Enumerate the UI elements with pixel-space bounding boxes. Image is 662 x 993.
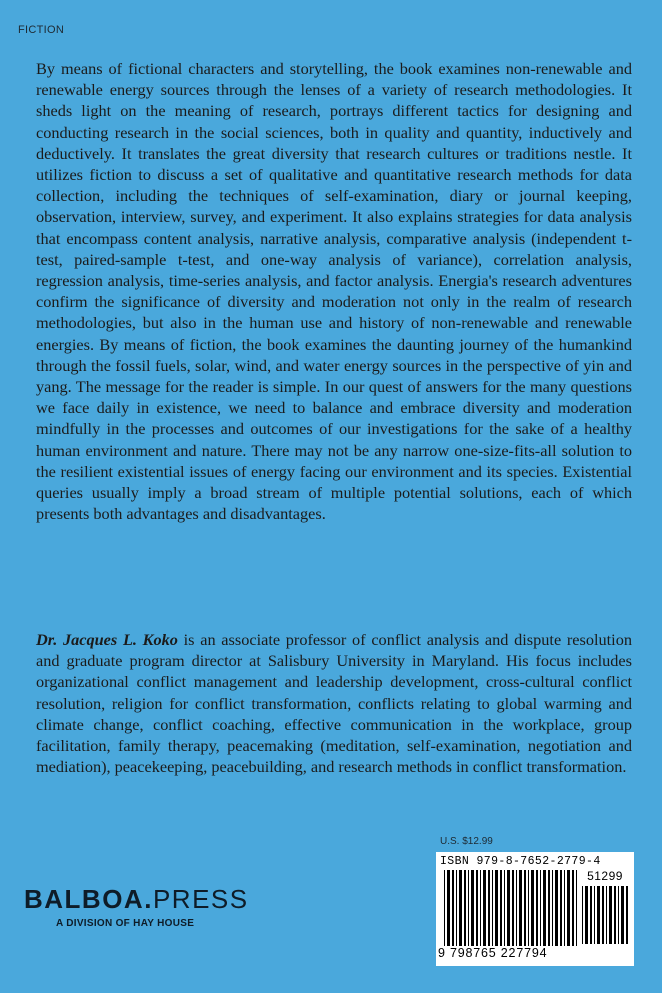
publisher-division: A DIVISION OF HAY HOUSE [56,918,195,929]
book-blurb: By means of fictional characters and storytelling, the book examines non-renewable and renewable energy sources through the lenses of a variety of research methodologies. It sheds light on the meaning of research, portrays different tactics for designing and conducting research in the social sciences, both in quality and quantity, inductively and deductively. It translates the great diversity that research cultures or traditions nestle. It utilizes fiction to discuss a set of qualitative and quantitative research methods for data collection, including the techniques of self-examination, diary or journal keeping, observation, interview, survey, and experiment. It also explains strategies for data analysis that encompass content analysis, narrative analysis, comparative analysis (independent t-test, paired-sample t-test, and one-way analysis of variance), correlation analysis, regression analysis, time-series analysis, and factor analysis. Energia's research adventures confirm the significance of diversity and moderation not only in the realm of research methodologies, but also in the human use and history of non-renewable and renewable energies. By means of fiction, the book examines the daunting journey of the humankind through the fossil fuels, solar, wind, and water energy sources in the perspective of yin and yang. The message for the reader is simple. In our quest of answers for the many questions we face daily in existence, we need to balance and embrace diversity and moderation mindfully in the processes and outcomes of our investigations for the sake of a healthy human environment and nature. There may not be any narrow one-size-fits-all solution to the resilient existential issues of energy facing our environment and its species. Existential queries usually imply a broad stream of multiple potential solutions, each of which presents both advantages and disadvantages. [36,59,632,524]
author-name: Dr. Jacques L. Koko [36,630,178,649]
genre-label: FICTION [18,24,65,36]
publisher-logo [24,884,249,915]
publisher-name-light: PRESS [152,884,249,914]
author-bio [36,629,632,777]
addon-barcode-bars [582,886,628,944]
ean-digits: 9 798765 227794 [438,946,548,960]
price-label: U.S. $12.99 [440,836,493,847]
publisher-dot: . [144,884,153,914]
isbn-barcode [436,852,634,966]
publisher-name-bold: BALBOA [24,884,145,914]
ean-barcode-bars [444,870,578,946]
price-addon-number: 51299 [587,869,623,883]
author-bio-text: is an associate professor of conflict analysis and dispute resolution and graduate program director at Salisbury University in Maryland. His focus includes organizational conflict management and leadership development, cross-cultural conflict resolution, religion for conflict transformation, conflicts relating to global warming and climate change, conflict coaching, effective communication in the workplace, group facilitation, family therapy, peacemaking (meditation, self-examination, negotiation and mediation), peacekeeping, peacebuilding, and research methods in conflict transformation. [36,630,632,777]
isbn-number: ISBN 979-8-7652-2779-4 [440,855,601,868]
